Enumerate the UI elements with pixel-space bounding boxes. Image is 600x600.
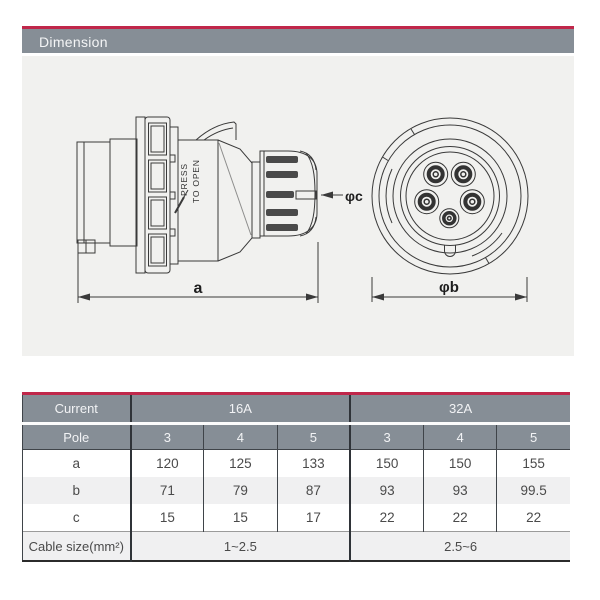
current-row (23, 394, 571, 424)
cable-size-row (23, 532, 571, 562)
pole-cell: 5 (277, 424, 350, 450)
value-cell: 15 (204, 504, 277, 532)
value-cell: 125 (204, 450, 277, 478)
pin (415, 190, 439, 214)
dimension-phi-c (321, 188, 363, 204)
value-cell: 22 (350, 504, 423, 532)
pole-cell: 5 (497, 424, 570, 450)
dimension-a (78, 242, 318, 303)
value-cell: 120 (131, 450, 204, 478)
pin (460, 190, 484, 214)
dimension-row-c (23, 504, 571, 532)
pin (424, 162, 448, 186)
pole-cell: 4 (424, 424, 497, 450)
pin (451, 162, 475, 186)
drawing-panel (22, 56, 574, 356)
neck (252, 162, 260, 238)
row-header-current: Current (23, 394, 131, 424)
dim-b-label: φb (439, 279, 459, 296)
value-cell: 150 (350, 450, 423, 478)
row-label-b: b (23, 477, 131, 504)
value-cell: 150 (424, 450, 497, 478)
dimension-drawing (22, 56, 574, 356)
section-title: Dimension (39, 34, 108, 50)
dimension-table (22, 392, 570, 562)
value-cell: 99.5 (497, 477, 570, 504)
contact-pins (415, 162, 485, 228)
dimension-row-b (23, 477, 571, 504)
row-label-c: c (23, 504, 131, 532)
outer-shell (372, 118, 528, 274)
press-to-open-label-line2: TO OPEN (191, 159, 201, 203)
value-cell: 155 (497, 450, 570, 478)
pole-cell: 3 (350, 424, 423, 450)
current-group-32a: 32A (350, 394, 570, 424)
dimension-phi-b (372, 277, 527, 302)
row-label-a: a (23, 450, 131, 478)
grip-ring (136, 117, 178, 273)
value-cell: 17 (277, 504, 350, 532)
value-cell: 22 (497, 504, 570, 532)
keyway-notch (445, 245, 456, 257)
value-cell: 22 (424, 504, 497, 532)
cable-size-32a: 2.5~6 (350, 532, 570, 562)
dim-c-label: φc (345, 188, 363, 204)
value-cell: 15 (131, 504, 204, 532)
value-cell: 133 (277, 450, 350, 478)
ribbed-cap (260, 151, 317, 236)
earth-pin (440, 209, 459, 228)
pole-cell: 4 (204, 424, 277, 450)
pole-cell: 3 (131, 424, 204, 450)
pole-row (23, 424, 571, 450)
value-cell: 87 (277, 477, 350, 504)
dim-a-label: a (193, 280, 203, 297)
plug-side-view (77, 117, 363, 303)
taper-body (218, 140, 252, 261)
plug-front-view (372, 118, 528, 302)
value-cell: 93 (350, 477, 423, 504)
cable-entry (77, 142, 110, 243)
row-label-cable-size: Cable size(mm²) (23, 532, 131, 562)
value-cell: 79 (204, 477, 277, 504)
latch (196, 122, 236, 140)
value-cell: 71 (131, 477, 204, 504)
section-header (22, 26, 574, 53)
dimension-row-a (23, 450, 571, 478)
value-cell: 93 (424, 477, 497, 504)
press-to-open-label-line1: PRESS (179, 163, 189, 196)
cable-size-16a: 1~2.5 (131, 532, 351, 562)
row-header-pole: Pole (23, 424, 131, 450)
rear-body (110, 139, 137, 246)
current-group-16a: 16A (131, 394, 351, 424)
